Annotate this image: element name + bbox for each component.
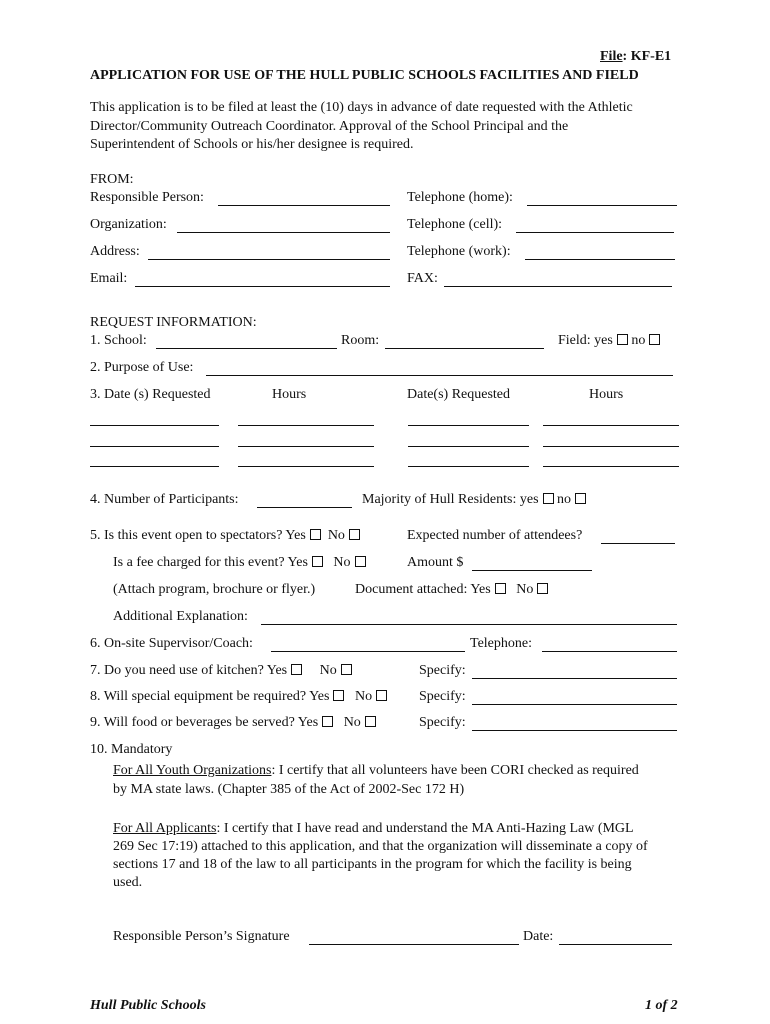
equipment-no-checkbox[interactable]: [376, 690, 387, 701]
kitchen-specify-label: Specify:: [419, 663, 466, 678]
responsible-person-field[interactable]: [218, 205, 390, 206]
responsible-person-label: Responsible Person:: [90, 190, 204, 205]
supervisor-telephone-label: Telephone:: [470, 636, 532, 651]
spectators-no-label: No: [327, 528, 345, 543]
field-no-checkbox[interactable]: [649, 334, 660, 345]
request-heading: REQUEST INFORMATION:: [90, 315, 257, 330]
document-attached-label: Document attached: Yes: [355, 582, 491, 597]
purpose-label: 2. Purpose of Use:: [90, 360, 194, 375]
expected-attendees-label: Expected number of attendees?: [407, 528, 583, 543]
hours-field-3a[interactable]: [238, 466, 374, 467]
room-field[interactable]: [385, 348, 544, 349]
participants-field[interactable]: [257, 507, 352, 508]
applicant-cert-line-3: sections 17 and 18 of the law to all participants in the program for which the facility is being: [113, 857, 632, 872]
hours-field-3b[interactable]: [543, 466, 679, 467]
address-label: Address:: [90, 244, 140, 259]
hours-label-2: Hours: [589, 387, 624, 402]
document-no-checkbox[interactable]: [537, 583, 548, 594]
spectators-yes-checkbox[interactable]: [310, 529, 321, 540]
spectators-row: [90, 527, 360, 545]
date-field-2b[interactable]: [408, 446, 529, 447]
document-yes-checkbox[interactable]: [495, 583, 506, 594]
kitchen-no-label: No: [319, 663, 337, 678]
majority-no-checkbox[interactable]: [575, 493, 586, 504]
footer-organization: Hull Public Schools: [90, 998, 206, 1013]
telephone-cell-field[interactable]: [516, 232, 674, 233]
hours-field-2a[interactable]: [238, 446, 374, 447]
field-yes-checkbox[interactable]: [617, 334, 628, 345]
signature-label: Responsible Person’s Signature: [113, 929, 290, 944]
document-no-label: No: [516, 582, 534, 597]
kitchen-row: [90, 662, 352, 680]
file-code: [600, 48, 671, 66]
signature-field[interactable]: [309, 944, 519, 945]
supervisor-telephone-field[interactable]: [542, 651, 677, 652]
kitchen-yes-checkbox[interactable]: [291, 664, 302, 675]
signature-date-label: Date:: [523, 929, 554, 944]
supervisor-label: 6. On-site Supervisor/Coach:: [90, 636, 253, 651]
telephone-home-label: Telephone (home):: [407, 190, 513, 205]
majority-residents: [362, 491, 586, 509]
address-field[interactable]: [148, 259, 390, 260]
equipment-yes-checkbox[interactable]: [333, 690, 344, 701]
participants-label: 4. Number of Participants:: [90, 492, 239, 507]
food-specify-label: Specify:: [419, 715, 466, 730]
intro-line-3: Superintendent of Schools or his/her designee is required.: [90, 137, 414, 152]
spectators-label: 5. Is this event open to spectators? Yes: [90, 528, 306, 543]
youth-cert-line-2: by MA state laws. (Chapter 385 of the Act of 2002-Sec 172 H): [113, 782, 465, 797]
kitchen-no-checkbox[interactable]: [341, 664, 352, 675]
page-number: 1 of 2: [645, 998, 678, 1013]
date-field-3a[interactable]: [90, 466, 219, 467]
document-attached-row: [355, 581, 548, 599]
applicant-cert-line-1: [113, 820, 634, 838]
file-label: File: [600, 49, 623, 64]
field-option: [558, 332, 660, 350]
date-field-1a[interactable]: [90, 425, 219, 426]
organization-field[interactable]: [177, 232, 390, 233]
fee-row: [113, 554, 366, 572]
telephone-home-field[interactable]: [527, 205, 677, 206]
food-no-label: No: [343, 715, 361, 730]
applicant-cert-text-1: : I certify that I have read and understand the MA Anti-Hazing Law (MGL: [216, 821, 634, 836]
hours-field-1a[interactable]: [238, 425, 374, 426]
spectators-no-checkbox[interactable]: [349, 529, 360, 540]
signature-date-field[interactable]: [559, 944, 672, 945]
majority-no-label: no: [557, 492, 572, 507]
equipment-no-label: No: [354, 689, 373, 704]
date-field-1b[interactable]: [408, 425, 529, 426]
fee-label: Is a fee charged for this event? Yes: [113, 555, 308, 570]
date-field-3b[interactable]: [408, 466, 529, 467]
food-no-checkbox[interactable]: [365, 716, 376, 727]
food-row: [90, 714, 376, 732]
telephone-work-field[interactable]: [525, 259, 675, 260]
applicant-cert-line-2: 269 Sec 17:19) attached to this application, and that the organization will disseminate a copy of: [113, 839, 648, 854]
intro-line-1: This application is to be filed at least the (10) days in advance of date requested with the Athletic: [90, 100, 633, 115]
school-label: 1. School:: [90, 333, 147, 348]
expected-attendees-field[interactable]: [601, 543, 675, 544]
from-heading: FROM:: [90, 172, 134, 187]
kitchen-specify-field[interactable]: [472, 678, 677, 679]
supervisor-field[interactable]: [271, 651, 465, 652]
majority-yes-checkbox[interactable]: [543, 493, 554, 504]
field-yes-label: Field: yes: [558, 333, 613, 348]
page-title: APPLICATION FOR USE OF THE HULL PUBLIC SCHOOLS FACILITIES AND FIELD: [90, 68, 639, 83]
fee-yes-checkbox[interactable]: [312, 556, 323, 567]
hours-field-2b[interactable]: [543, 446, 679, 447]
equipment-row: [90, 688, 387, 706]
school-field[interactable]: [156, 348, 337, 349]
attach-note: (Attach program, brochure or flyer.): [113, 582, 316, 597]
equipment-specify-field[interactable]: [472, 704, 677, 705]
food-specify-field[interactable]: [472, 730, 677, 731]
amount-label: Amount $: [407, 555, 464, 570]
food-label: 9. Will food or beverages be served? Yes: [90, 715, 319, 730]
email-label: Email:: [90, 271, 128, 286]
fee-no-checkbox[interactable]: [355, 556, 366, 567]
intro-line-2: Director/Community Outreach Coordinator. Approval of the School Principal and the: [90, 119, 569, 134]
organization-label: Organization:: [90, 217, 167, 232]
telephone-cell-label: Telephone (cell):: [407, 217, 503, 232]
purpose-field[interactable]: [206, 375, 673, 376]
food-yes-checkbox[interactable]: [322, 716, 333, 727]
date-field-2a[interactable]: [90, 446, 219, 447]
youth-cert-label: For All Youth Organizations: [113, 763, 272, 778]
room-label: Room:: [341, 333, 380, 348]
mandatory-heading: 10. Mandatory: [90, 742, 173, 757]
telephone-work-label: Telephone (work):: [407, 244, 511, 259]
youth-cert-line-1: [113, 762, 639, 780]
hours-field-1b[interactable]: [543, 425, 679, 426]
file-code-value: : KF-E1: [622, 49, 672, 64]
fee-no-label: No: [333, 555, 351, 570]
amount-field[interactable]: [472, 570, 592, 571]
field-no-label: no: [631, 333, 646, 348]
equipment-specify-label: Specify:: [419, 689, 466, 704]
equipment-label: 8. Will special equipment be required? Yes: [90, 689, 330, 704]
majority-yes-label: Majority of Hull Residents: yes: [362, 492, 539, 507]
email-field[interactable]: [135, 286, 390, 287]
additional-explanation-field[interactable]: [261, 624, 677, 625]
kitchen-label: 7. Do you need use of kitchen? Yes: [90, 663, 288, 678]
applicant-cert-label: For All Applicants: [113, 821, 217, 836]
youth-cert-text-1: : I certify that all volunteers have been CORI checked as required: [271, 763, 639, 778]
dates-requested-label: 3. Date (s) Requested: [90, 387, 211, 402]
fax-field[interactable]: [444, 286, 672, 287]
dates-requested-label-2: Date(s) Requested: [407, 387, 511, 402]
additional-explanation-label: Additional Explanation:: [113, 609, 248, 624]
fax-label: FAX:: [407, 271, 438, 286]
hours-label: Hours: [272, 387, 307, 402]
applicant-cert-line-4: used.: [113, 875, 143, 890]
